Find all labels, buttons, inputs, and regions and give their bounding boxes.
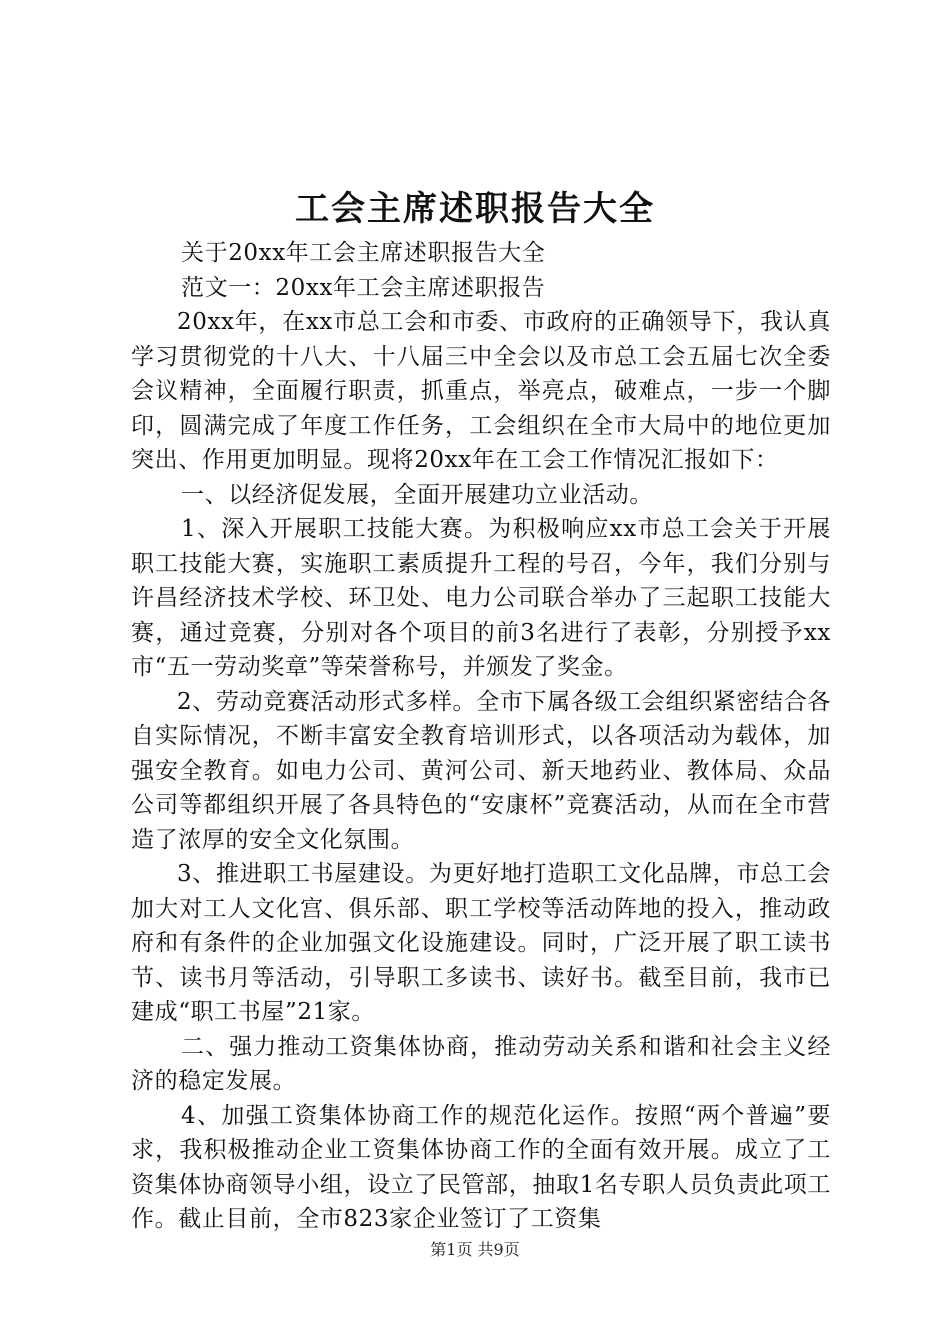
page-number-footer: 第1页 共9页: [430, 1240, 520, 1259]
document-title: 工会主席述职报告大全: [295, 189, 655, 229]
paragraph-item-3: 3、推进职工书屋建设。为更好地打造职工文化品牌，市总工会加大对工人文化宫、俱乐部、职工学校等活动阵地的投入，推动政府和有条件的企业加强文化设施建设。同时，广泛开展了职工读书节、读书月等活动，引导职工多读书、读好书。截至目前，我市已建成“职工书屋”21家。: [131, 861, 831, 1025]
paragraph-item-1: 1、深入开展职工技能大赛。为积极响应xx市总工会关于开展职工技能大赛，实施职工素质提升工程的号召，今年，我们分别与许昌经济技术学校、环卫处、电力公司联合举办了三起职工技能大赛，通过竞赛，分别对各个项目的前3名进行了表彰，分别授予xx市“五一劳动奖章”等荣誉称号，并颁发了奖金。: [131, 516, 831, 680]
paragraph-item-4: 4、加强工资集体协商工作的规范化运作。按照“两个普遍”要求，我积极推动企业工资集体协商工作的全面有效开展。成立了工资集体协商领导小组，设立了民管部，抽取1名专职人员负责此项工作。截止目前，全市823家企业签订了工资集: [131, 1102, 831, 1232]
document-body: [131, 236, 831, 1237]
paragraph-heading-2: 范文一：20xx年工会主席述职报告: [181, 274, 546, 301]
paragraph-section-1: 一、以经济促发展，全面开展建功立业活动。: [181, 481, 653, 508]
paragraph-section-2: 二、强力推动工资集体协商，推动劳动关系和谐和社会主义经济的稳定发展。: [131, 1033, 831, 1094]
paragraph-item-2: 2、劳动竞赛活动形式多样。全市下属各级工会组织紧密结合各自实际情况，不断丰富安全教育培训形式，以各项活动为载体，加强安全教育。如电力公司、黄河公司、新天地药业、教体局、众品公司等都组织开展了各具特色的“安康杯”竞赛活动，从而在全市营造了浓厚的安全文化氛围。: [131, 688, 831, 853]
paragraph-intro: 20xx年，在xx市总工会和市委、市政府的正确领导下，我认真学习贯彻党的十八大、十八届三中全会以及市总工会五届七次全委会议精神，全面履行职责，抓重点，举亮点，破难点，一步一个脚印，圆满完成了年度工作任务，工会组织在全市大局中的地位更加突出、作用更加明显。现将20xx年在工会工作情况汇报如下：: [131, 309, 831, 473]
paragraph-heading-1: 关于20xx年工会主席述职报告大全: [181, 240, 546, 266]
